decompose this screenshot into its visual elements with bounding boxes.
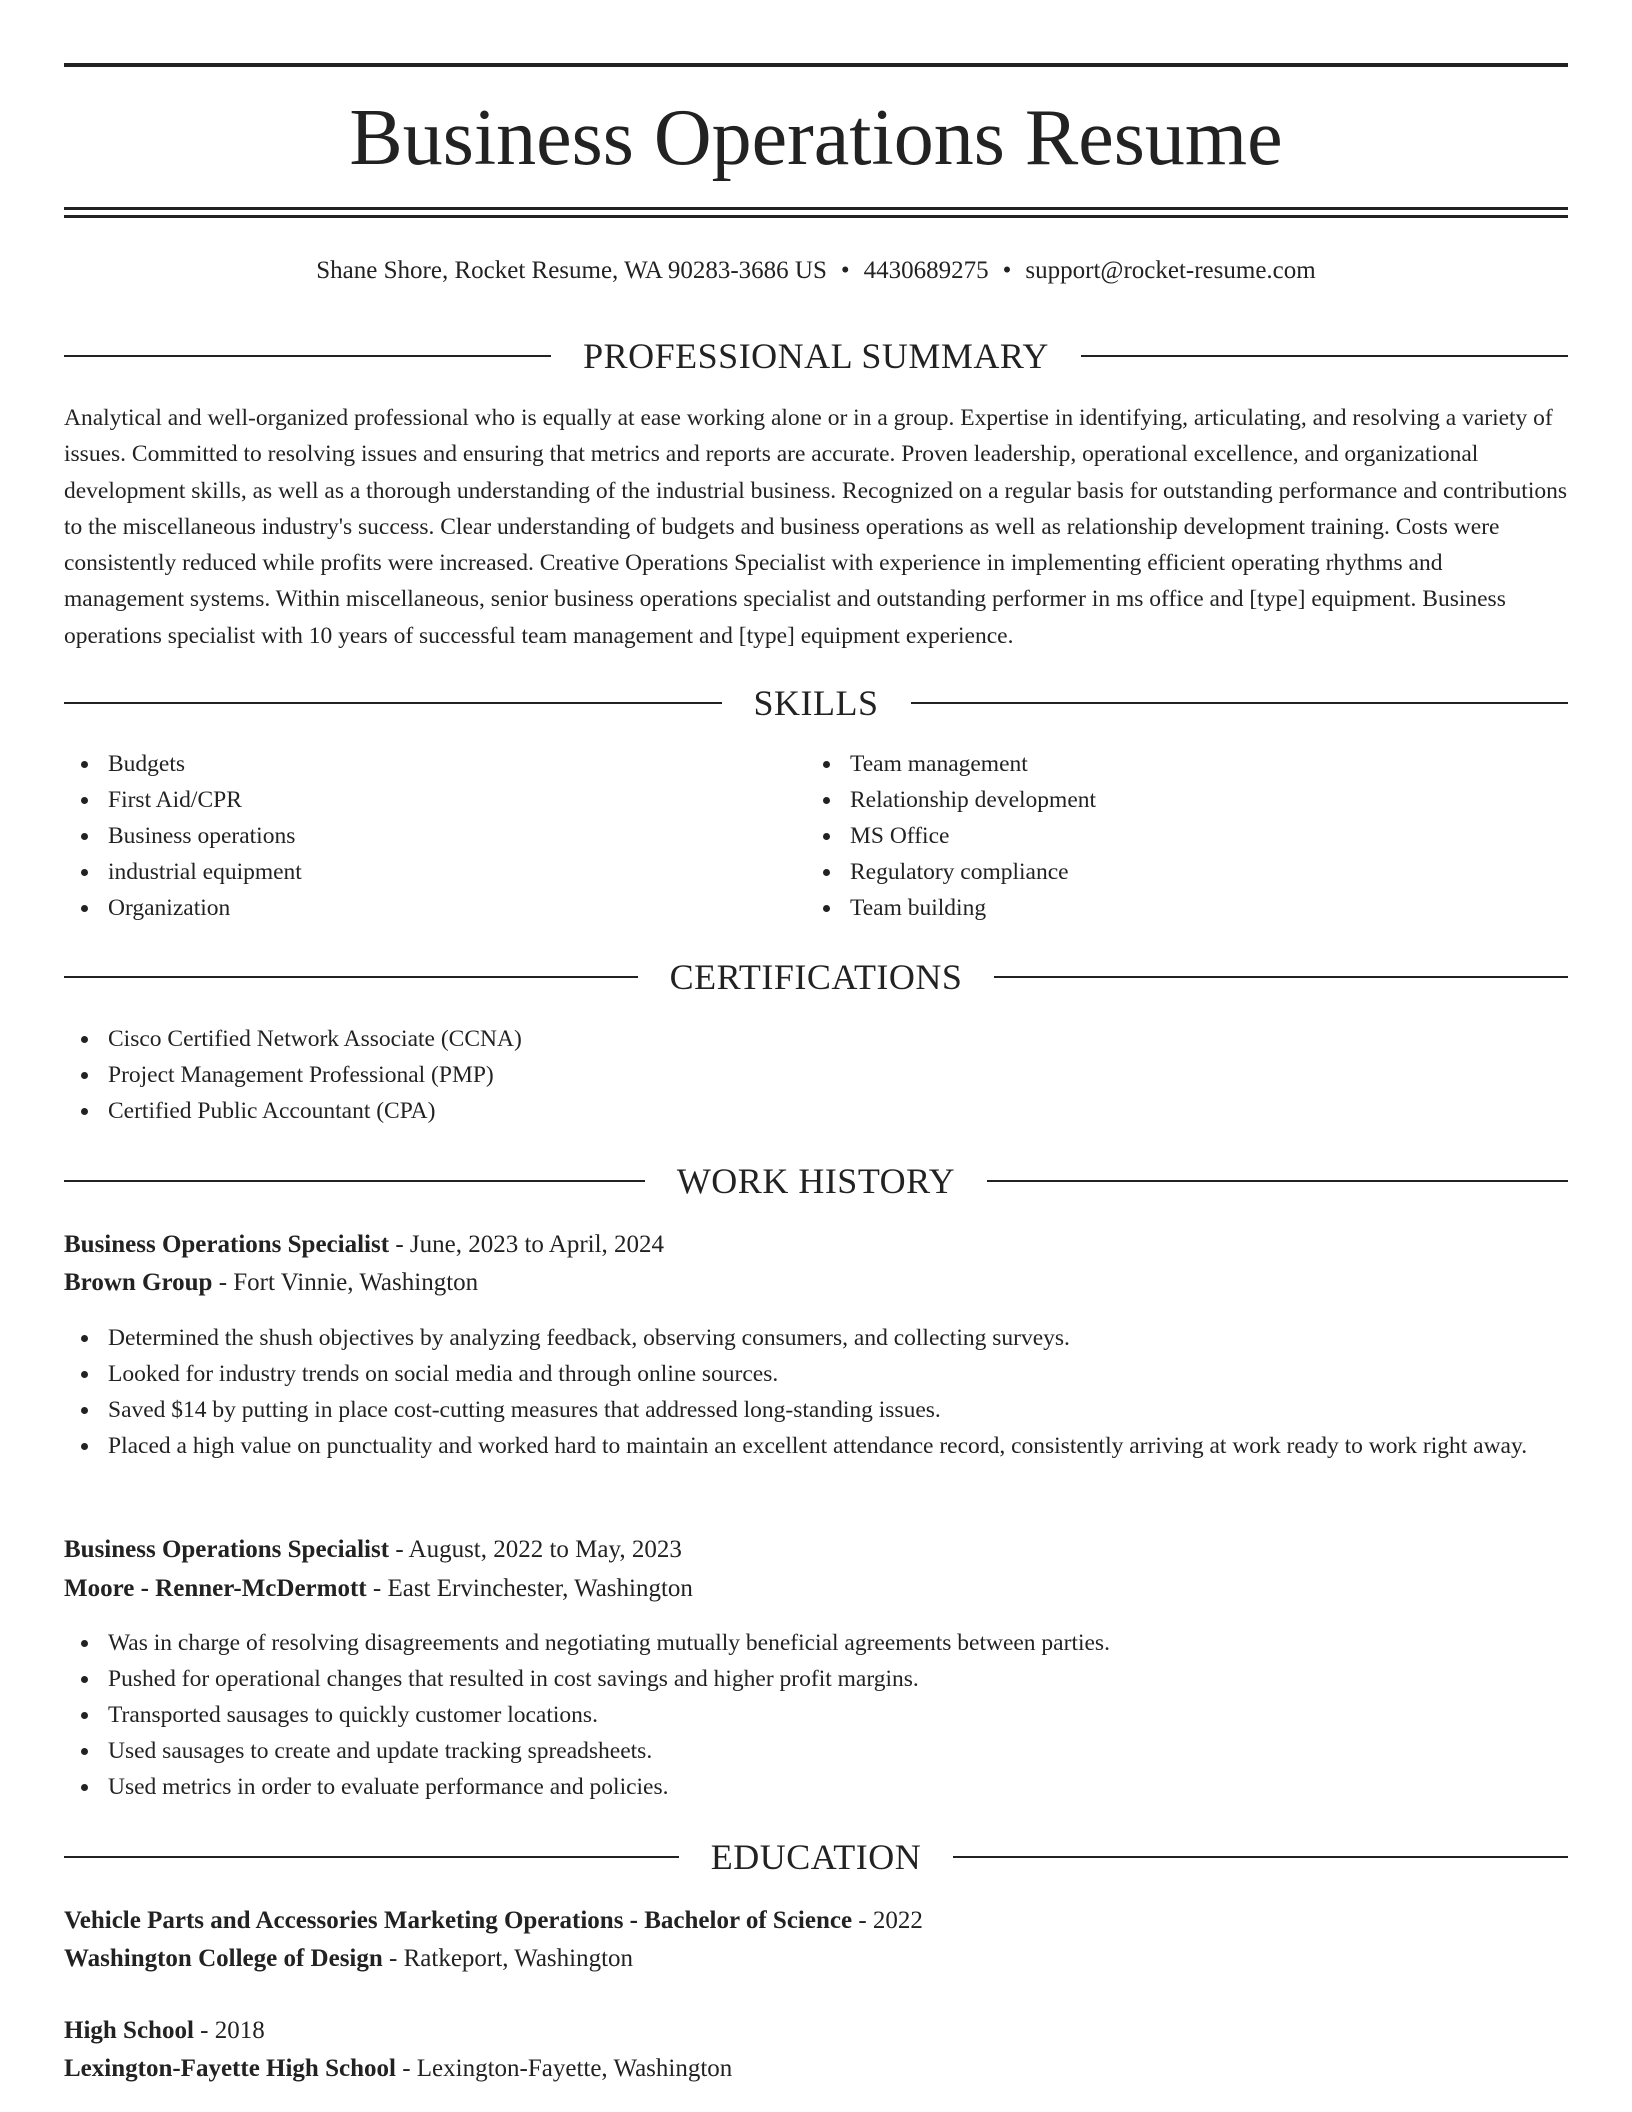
section-title-education: EDUCATION bbox=[710, 1837, 922, 1877]
education-degree: Vehicle Parts and Accessories Marketing Operations - Bachelor of Science bbox=[64, 1907, 853, 1934]
skill-item: Relationship development bbox=[806, 782, 1506, 818]
header-top-rule bbox=[64, 63, 1568, 67]
job-duty-item: Used metrics in order to evaluate performance and policies. bbox=[64, 1769, 1568, 1805]
skills-list-right bbox=[806, 746, 1506, 926]
header-double-rule-lower bbox=[64, 215, 1568, 218]
section-title-summary: PROFESSIONAL SUMMARY bbox=[583, 336, 1049, 376]
job-duty-item: Used sausages to create and update tracking spreadsheets. bbox=[64, 1733, 1568, 1769]
contact-separator: • bbox=[840, 257, 850, 284]
job-duty-item: Transported sausages to quickly customer locations. bbox=[64, 1697, 1568, 1733]
skill-item: MS Office bbox=[806, 818, 1506, 854]
job-title: Business Operations Specialist bbox=[64, 1536, 390, 1563]
section-title-skills: SKILLS bbox=[753, 683, 879, 723]
skill-item: Budgets bbox=[64, 746, 764, 782]
job-duty-item: Was in charge of resolving disagreements and negotiating mutually beneficial agreements between parties. bbox=[64, 1625, 1568, 1661]
job-location: - Fort Vinnie, Washington bbox=[212, 1269, 479, 1296]
education-year: - 2022 bbox=[852, 1907, 923, 1934]
job-dates: - June, 2023 to April, 2024 bbox=[389, 1231, 665, 1258]
section-header-skills bbox=[64, 681, 1568, 725]
section-header-certifications bbox=[64, 955, 1568, 999]
education-year: - 2018 bbox=[193, 2017, 265, 2044]
skill-item: Business operations bbox=[64, 818, 764, 854]
section-header-work-history bbox=[64, 1159, 1568, 1203]
skill-item: Organization bbox=[64, 890, 764, 926]
certifications-list bbox=[64, 1021, 1568, 1129]
section-header-education bbox=[64, 1835, 1568, 1879]
education-degree-line bbox=[64, 2012, 1568, 2050]
job-duties-list bbox=[64, 1320, 1568, 1464]
certification-item: Certified Public Accountant (CPA) bbox=[64, 1093, 1568, 1129]
certification-item: Cisco Certified Network Associate (CCNA) bbox=[64, 1021, 1568, 1057]
contact-separator: • bbox=[1002, 257, 1012, 284]
section-rule bbox=[64, 355, 551, 357]
job-company-line bbox=[64, 1570, 1568, 1608]
job-duty-item: Determined the shush objectives by analyzing feedback, observing consumers, and collecting surveys. bbox=[64, 1320, 1568, 1356]
skill-item: Team building bbox=[806, 890, 1506, 926]
job-duty-item: Saved $14 by putting in place cost-cutting measures that addressed long-standing issues. bbox=[64, 1392, 1568, 1428]
contact-email: support@rocket-resume.com bbox=[1025, 257, 1316, 284]
job-company-line bbox=[64, 1264, 1568, 1302]
job-location: - East Ervinchester, Washington bbox=[366, 1575, 693, 1602]
certification-item: Project Management Professional (PMP) bbox=[64, 1057, 1568, 1093]
section-rule bbox=[953, 1856, 1568, 1858]
education-school-line bbox=[64, 2050, 1568, 2088]
section-rule bbox=[987, 1180, 1568, 1182]
education-location: - Lexington-Fayette, Washington bbox=[395, 2055, 733, 2082]
section-rule bbox=[994, 976, 1568, 978]
section-rule bbox=[64, 702, 722, 704]
section-rule bbox=[64, 976, 638, 978]
job-duty-item: Pushed for operational changes that resulted in cost savings and higher profit margins. bbox=[64, 1661, 1568, 1697]
section-header-summary bbox=[64, 334, 1568, 378]
education-degree-line bbox=[64, 1902, 1568, 1940]
section-rule bbox=[64, 1180, 645, 1182]
skill-item: Regulatory compliance bbox=[806, 854, 1506, 890]
contact-address: Shane Shore, Rocket Resume, WA 90283-3686 US bbox=[316, 257, 827, 284]
professional-summary-text: Analytical and well-organized professional who is equally at ease working alone or in a group. Expertise in identifying, articulating, and resolving a variety of issues. Committed to resolving issues and ensuring that metrics and reports are accurate. Proven leadership, operational excellence, and organizational development skills, as well as a thorough understanding of the industrial business. Recognized on a regular basis for outstanding performance and contributions to the miscellaneous industry's success. Clear understanding of budgets and business operations as well as relationship development training. Costs were consistently reduced while profits were increased. Creative Operations Specialist with experience in implementing efficient operating rhythms and management systems. Within miscellaneous, senior business operations specialist and outstanding performer in ms office and [type] equipment. Business operations specialist with 10 years of successful team management and [type] equipment experience. bbox=[64, 405, 1568, 649]
education-school: Washington College of Design bbox=[64, 1945, 383, 1972]
skill-item: First Aid/CPR bbox=[64, 782, 764, 818]
education-school-line bbox=[64, 1940, 1568, 1978]
job-duty-item: Looked for industry trends on social media and through online sources. bbox=[64, 1356, 1568, 1392]
resume-title: Business Operations Resume bbox=[349, 94, 1283, 182]
section-title-certifications: CERTIFICATIONS bbox=[669, 957, 963, 997]
job-title: Business Operations Specialist bbox=[64, 1231, 390, 1258]
job-dates: - August, 2022 to May, 2023 bbox=[389, 1536, 682, 1563]
job-company: Moore - Renner-McDermott bbox=[64, 1575, 367, 1602]
skills-list-left bbox=[64, 746, 764, 926]
education-degree: High School bbox=[64, 2017, 194, 2044]
section-rule bbox=[64, 1856, 679, 1858]
section-rule bbox=[911, 702, 1569, 704]
section-rule bbox=[1081, 355, 1568, 357]
contact-line bbox=[64, 254, 1568, 288]
contact-phone: 4430689275 bbox=[863, 257, 989, 284]
skill-item: Team management bbox=[806, 746, 1506, 782]
job-title-line bbox=[64, 1226, 1568, 1264]
job-company: Brown Group bbox=[64, 1269, 213, 1296]
job-title-line bbox=[64, 1531, 1568, 1569]
skill-item: industrial equipment bbox=[64, 854, 764, 890]
job-duties-list bbox=[64, 1625, 1568, 1805]
education-location: - Ratkeport, Washington bbox=[382, 1945, 634, 1972]
job-duty-item: Placed a high value on punctuality and worked hard to maintain an excellent attendance record, consistently arriving at work ready to work right away. bbox=[64, 1428, 1568, 1464]
education-school: Lexington-Fayette High School bbox=[64, 2055, 396, 2082]
section-title-work-history: WORK HISTORY bbox=[676, 1161, 956, 1201]
header-double-rule-upper bbox=[64, 207, 1568, 210]
